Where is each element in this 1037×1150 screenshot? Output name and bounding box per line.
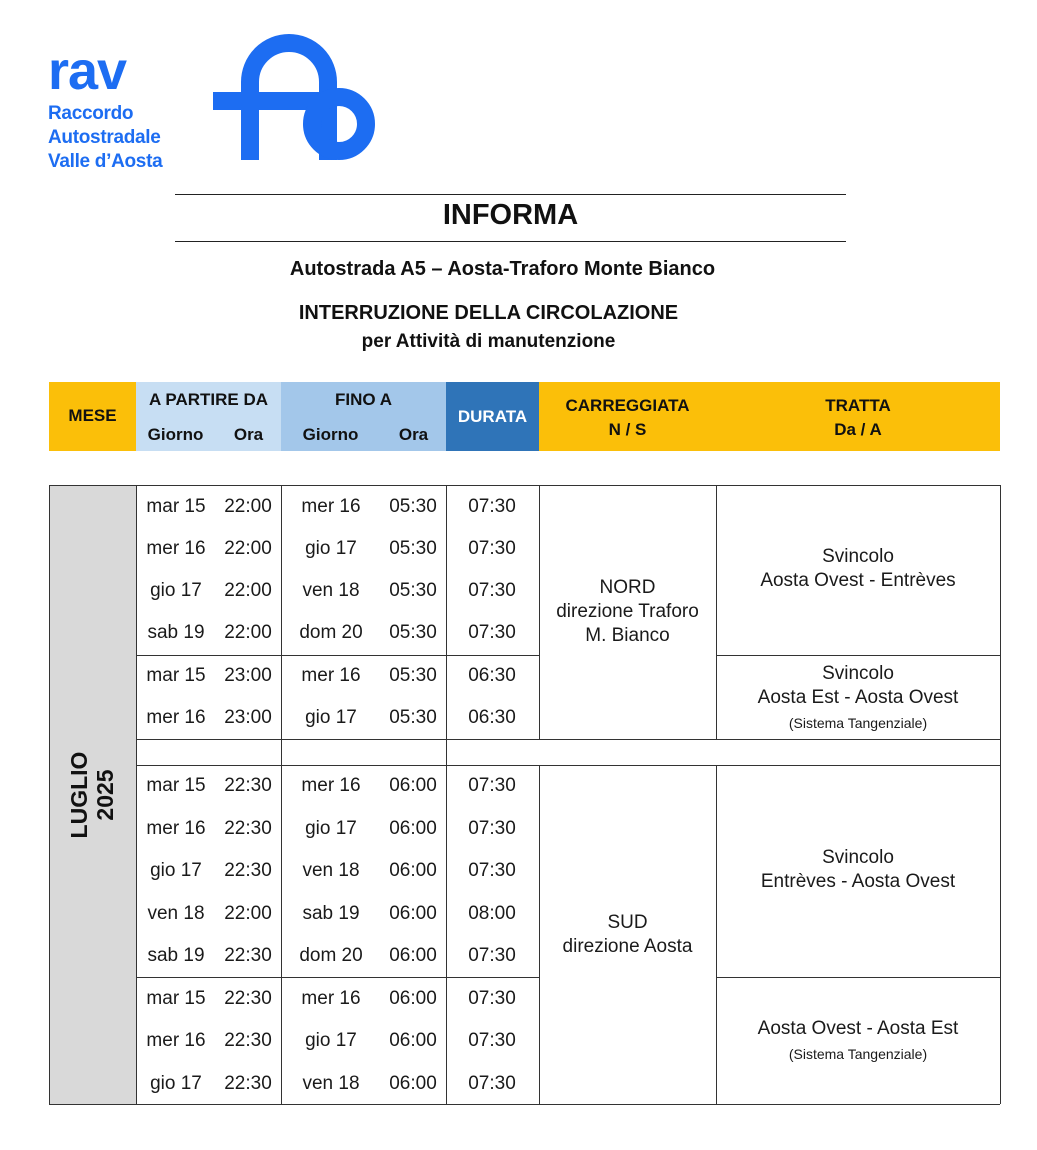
row-6-from-time: 22:30 [224, 775, 272, 796]
row-10-from-day: sab 19 [147, 945, 205, 966]
row-5-from-time: 23:00 [224, 707, 272, 728]
row-8-to-time: 06:00 [389, 860, 437, 881]
header-ora-label-2: Ora [398, 425, 429, 444]
row-7-from-day: mer 16 [146, 818, 206, 839]
logo-ab-icon [208, 34, 378, 164]
row-10-duration: 07:30 [468, 945, 516, 966]
carreggiata-0-line-0: NORD [599, 577, 656, 598]
header-tratta-label: TRATTA [825, 396, 891, 415]
row-5-from-day: mer 16 [146, 707, 206, 728]
tratta-0-line-1: Aosta Ovest - Entrèves [760, 570, 956, 591]
row-12-from-day: mer 16 [146, 1030, 206, 1051]
row-9-to-time: 06:00 [389, 903, 437, 924]
header-durata-label: DURATA [457, 407, 528, 426]
row-1-to-time: 05:30 [389, 538, 437, 559]
row-1-to-day: gio 17 [305, 538, 357, 559]
row-1-from-day: mer 16 [146, 538, 206, 559]
row-1-from-time: 22:00 [224, 538, 272, 559]
title-rule-bottom [175, 241, 846, 242]
tratta-3-note: (Sistema Tangenziale) [788, 1046, 928, 1062]
row-12-to-time: 06:00 [389, 1030, 437, 1051]
logo-rav: rav [48, 41, 127, 101]
header-carreggiata-label: CARREGGIATA [565, 396, 690, 415]
row-7-duration: 07:30 [468, 818, 516, 839]
row-3-from-day: sab 19 [147, 622, 205, 643]
col-sep-fino [446, 485, 447, 1104]
row-10-to-time: 06:00 [389, 945, 437, 966]
tratta-1-note: (Sistema Tangenziale) [788, 715, 928, 731]
row-7-to-time: 06:00 [389, 818, 437, 839]
notice-title: INTERRUZIONE DELLA CIRCOLAZIONE [298, 302, 679, 324]
row-6-to-time: 06:00 [389, 775, 437, 796]
row-2-to-time: 05:30 [389, 580, 437, 601]
row-5-to-day: gio 17 [305, 707, 357, 728]
row-sep-nord-group [136, 655, 539, 656]
row-2-from-day: gio 17 [150, 580, 202, 601]
month-label [66, 752, 118, 839]
row-4-from-time: 23:00 [224, 665, 272, 686]
row-8-to-day: ven 18 [302, 860, 360, 881]
tratta-0-line-0: Svincolo [822, 546, 894, 567]
row-9-from-day: ven 18 [147, 903, 205, 924]
logo-line-1: Raccordo [48, 103, 134, 124]
carreggiata-1-line-0: SUD [607, 912, 648, 933]
header-fino-a [281, 382, 446, 451]
logo-line-3: Valle d’Aosta [48, 151, 163, 172]
row-3-from-time: 22:00 [224, 622, 272, 643]
row-4-to-time: 05:30 [389, 665, 437, 686]
month-name: LUGLIO [66, 751, 92, 839]
row-13-duration: 07:30 [468, 1073, 516, 1094]
row-6-from-day: mar 15 [146, 775, 206, 796]
row-sep-nord-tratta [716, 655, 1000, 656]
tratta-1-line-1: Aosta Est - Aosta Ovest [757, 687, 959, 708]
row-8-from-day: gio 17 [150, 860, 202, 881]
tratta-2-line-0: Svincolo [822, 847, 894, 868]
row-4-to-day: mer 16 [301, 665, 361, 686]
col-sep-partire [281, 485, 282, 1104]
header-carreggiata-sub: N / S [608, 420, 647, 439]
row-11-from-day: mar 15 [146, 988, 206, 1009]
header-giorno-label: Giorno [147, 425, 204, 444]
row-3-duration: 07:30 [468, 622, 516, 643]
row-1-duration: 07:30 [468, 538, 516, 559]
row-6-duration: 07:30 [468, 775, 516, 796]
col-sep-durata-1 [539, 485, 540, 739]
row-sep-gap-top [136, 739, 1000, 740]
row-4-from-day: mar 15 [146, 665, 206, 686]
row-11-duration: 07:30 [468, 988, 516, 1009]
row-5-duration: 06:30 [468, 707, 516, 728]
row-5-to-time: 05:30 [389, 707, 437, 728]
road-name: Autostrada A5 – Aosta-Traforo Monte Bianco [289, 258, 716, 280]
header-giorno-label-2: Giorno [302, 425, 359, 444]
row-13-from-time: 22:30 [224, 1073, 272, 1094]
table-border-top [49, 485, 1000, 486]
row-2-to-day: ven 18 [302, 580, 360, 601]
row-11-to-time: 06:00 [389, 988, 437, 1009]
row-7-to-day: gio 17 [305, 818, 357, 839]
row-9-to-day: sab 19 [302, 903, 360, 924]
header-tratta-sub: Da / A [834, 420, 882, 439]
row-11-to-day: mer 16 [301, 988, 361, 1009]
row-8-duration: 07:30 [468, 860, 516, 881]
carreggiata-0-line-1: direzione Traforo [556, 601, 699, 622]
row-12-duration: 07:30 [468, 1030, 516, 1051]
row-0-to-day: mer 16 [301, 496, 361, 517]
header-fino-a-label: FINO A [335, 390, 392, 409]
row-sep-gap-bottom [136, 765, 1000, 766]
table-border-bottom [49, 1104, 1000, 1105]
header-durata [446, 382, 539, 451]
row-10-to-day: dom 20 [299, 945, 363, 966]
carreggiata-0-line-2: M. Bianco [585, 625, 670, 646]
month-year: 2025 [92, 769, 118, 821]
row-sep-sud-group [136, 977, 539, 978]
row-sep-sud-tratta [716, 977, 1000, 978]
header-tratta [716, 382, 1000, 451]
tratta-1-line-0: Svincolo [822, 663, 894, 684]
row-0-duration: 07:30 [468, 496, 516, 517]
header-mese-label: MESE [68, 406, 117, 425]
row-2-from-time: 22:00 [224, 580, 272, 601]
row-9-duration: 08:00 [468, 903, 516, 924]
row-9-from-time: 22:00 [224, 903, 272, 924]
row-0-from-time: 22:00 [224, 496, 272, 517]
header-ora-label: Ora [233, 425, 264, 444]
page-title: INFORMA [442, 199, 579, 231]
carreggiata-1-line-1: direzione Aosta [562, 936, 693, 957]
col-sep-durata-2 [539, 765, 540, 1104]
row-13-to-day: ven 18 [302, 1073, 360, 1094]
logo-wordmark [48, 41, 163, 174]
table-border-left [49, 485, 50, 1104]
row-11-from-time: 22:30 [224, 988, 272, 1009]
row-3-to-day: dom 20 [299, 622, 363, 643]
row-4-duration: 06:30 [468, 665, 516, 686]
row-12-from-time: 22:30 [224, 1030, 272, 1051]
notice-reason: per Attività di manutenzione [361, 331, 616, 352]
table-border-right [1000, 485, 1001, 1104]
row-2-duration: 07:30 [468, 580, 516, 601]
tratta-3-line-0: Aosta Ovest - Aosta Est [757, 1018, 959, 1039]
row-3-to-time: 05:30 [389, 622, 437, 643]
row-13-from-day: gio 17 [150, 1073, 202, 1094]
tratta-2-line-1: Entrèves - Aosta Ovest [760, 871, 956, 892]
row-0-to-time: 05:30 [389, 496, 437, 517]
row-10-from-time: 22:30 [224, 945, 272, 966]
logo-line-2: Autostradale [48, 127, 161, 148]
col-sep-mese [136, 485, 137, 1104]
row-12-to-day: gio 17 [305, 1030, 357, 1051]
col-sep-carr-1 [716, 485, 717, 739]
header-carreggiata [539, 382, 716, 451]
col-sep-carr-2 [716, 765, 717, 1104]
row-8-from-time: 22:30 [224, 860, 272, 881]
row-13-to-time: 06:00 [389, 1073, 437, 1094]
row-0-from-day: mar 15 [146, 496, 206, 517]
row-6-to-day: mer 16 [301, 775, 361, 796]
header-a-partire-da-label: A PARTIRE DA [149, 390, 268, 409]
row-7-from-time: 22:30 [224, 818, 272, 839]
title-rule-top [175, 194, 846, 195]
